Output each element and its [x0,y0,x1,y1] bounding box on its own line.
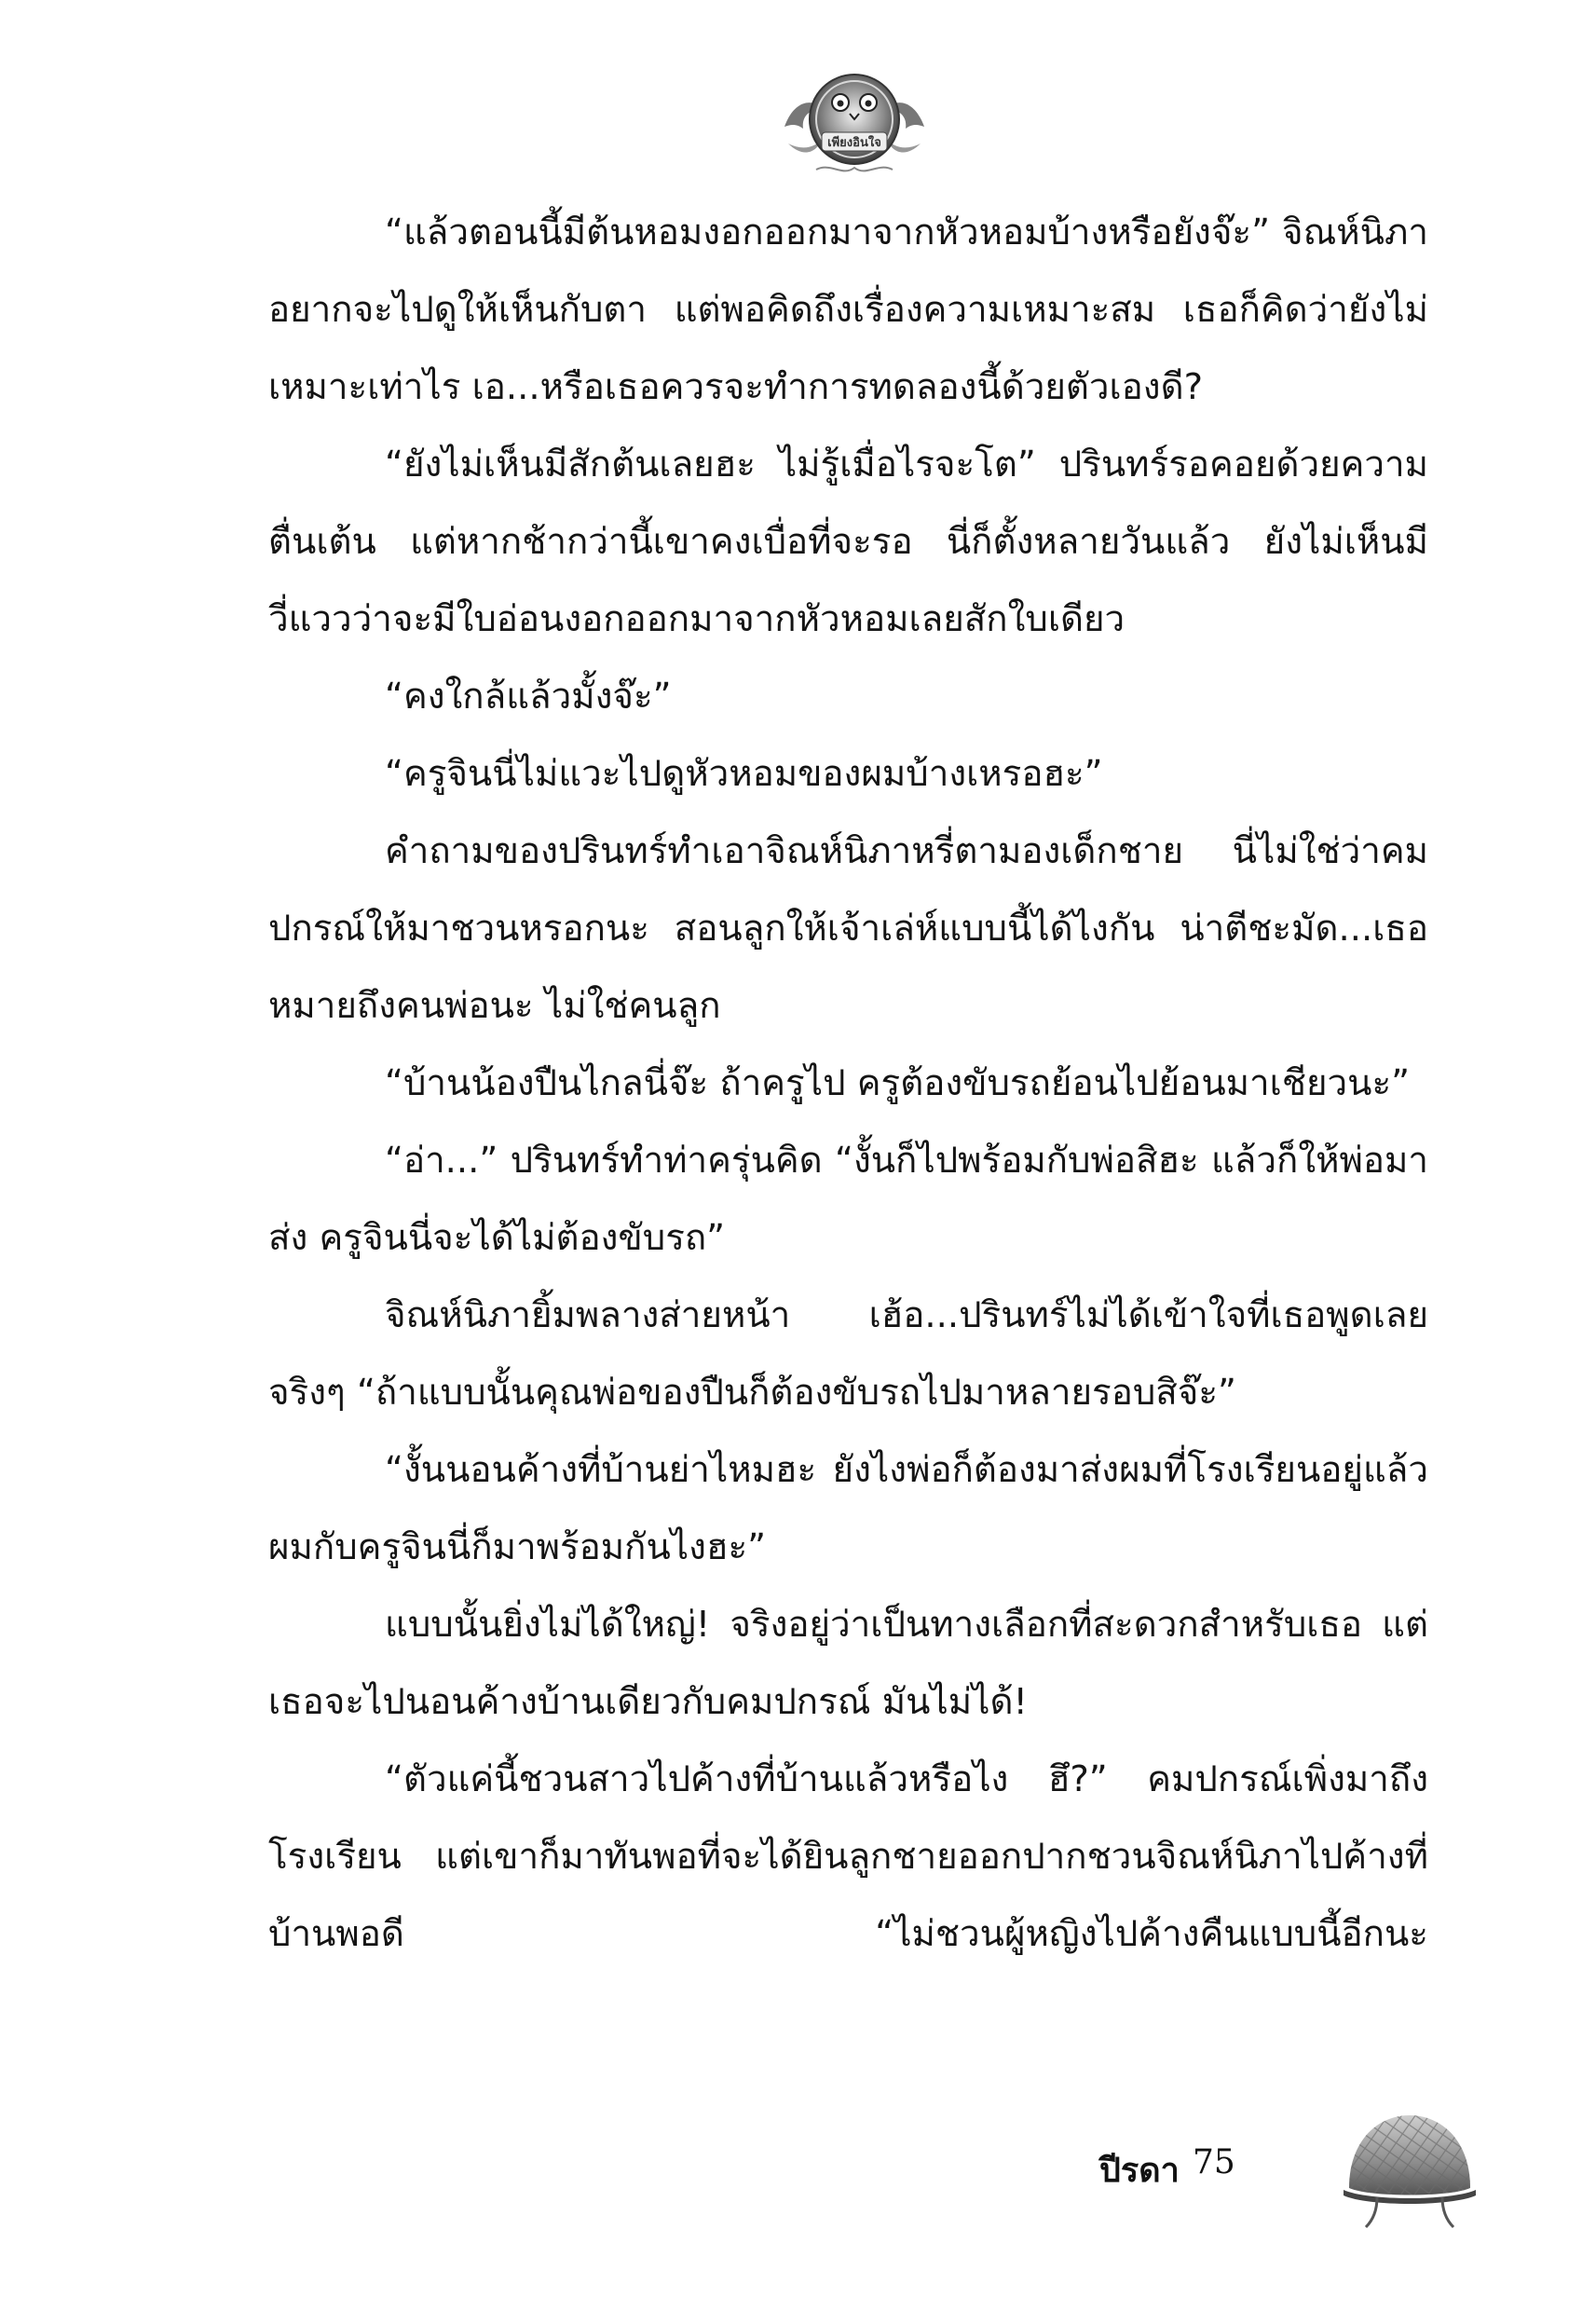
paragraph: “ครูจินนี่ไม่แวะไปดูหัวหอมของผมบ้างเหรอฮะ” [385,753,1103,795]
paragraph: “บ้านน้องปืนไกลนี่จ๊ะ ถ้าครูไป ครูต้องขับรถย้อนไปย้อนมาเชียวนะ” [385,1062,1411,1104]
footer-author-label: ปีรดา [1099,2152,1180,2190]
paragraph: “ตัวแค่นี้ชวนสาวไปค้างที่บ้านแล้วหรือไง ฮึ?” คมปกรณ์เพิ่งมาถึงโรงเรียน แต่เขาก็มาทันพอที่จะได้ยินลูกชายออกปากชวนจิณห์นิภาไปค้างที่บ้านพอดี “ไม่ชวนผู้หญิงไปค้างคืนแบบนี้อีกนะ [268,1758,1428,1955]
page-footer [1099,2097,1509,2246]
body-text [268,194,1428,1973]
paragraph: “แล้วตอนนี้มีต้นหอมงอกออกมาจากหัวหอมบ้างหรือยังจ๊ะ” จิณห์นิภาอยากจะไปดูให้เห็นกับตา แต่พอคิดถึงเรื่องความเหมาะสม เธอก็คิดว่ายังไม่เหมาะเท่าไร เอ...หรือเธอควรจะทำการทดลองนี้ด้วยตัวเองดี? [268,212,1428,408]
paragraph: “งั้นนอนค้างที่บ้านย่าไหมฮะ ยังไงพ่อก็ต้องมาส่งผมที่โรงเรียนอยู่แล้ว ผมกับครูจินนี่ก็มาพร้อมกันไงฮะ” [268,1449,1428,1568]
emblem-text: เพียงอินใจ [827,136,881,150]
decorative-crest-icon [775,54,934,185]
paragraph: “คงใกล้แล้วมั้งจ๊ะ” [385,676,672,718]
paragraph: คำถามของปรินทร์ทำเอาจิณห์นิภาหรี่ตามองเด็กชาย นี่ไม่ใช่ว่าคมปกรณ์ให้มาชวนหรอกนะ สอนลูกให้เจ้าเล่ห์แบบนี้ได้ไงกัน น่าตีชะมัด...เธอหมายถึงคนพ่อนะ ไม่ใช่คนลูก [268,830,1428,1027]
paragraph: แบบนั้นยิ่งไม่ได้ใหญ่! จริงอยู่ว่าเป็นทางเลือกที่สะดวกสำหรับเธอ แต่เธอจะไปนอนค้างบ้านเดียวกับคมปกรณ์ มันไม่ได้! [268,1604,1428,1723]
page-number: 75 [1193,2143,1235,2181]
paragraph: “ยังไม่เห็นมีสักต้นเลยฮะ ไม่รู้เมื่อไรจะโต” ปรินทร์รอคอยด้วยความตื่นเต้น แต่หากช้ากว่านี้เขาคงเบื่อที่จะรอ นี่ก็ตั้งหลายวันแล้ว ยังไม่เห็นมีวี่แววว่าจะมีใบอ่อนงอกออกมาจากหัวหอมเลยสักใบเดียว [268,444,1428,640]
paragraph: “อ่า...” ปรินทร์ทำท่าครุ่นคิด “งั้นก็ไปพร้อมกับพ่อสิฮะ แล้วก็ให้พ่อมาส่ง ครูจินนี่จะได้ไม่ต้องขับรถ” [268,1140,1428,1259]
paragraph: จิณห์นิภายิ้มพลางส่ายหน้า เฮ้อ...ปรินทร์ไม่ได้เข้าใจที่เธอพูดเลยจริงๆ “ถ้าแบบนั้นคุณพ่อของปืนก็ต้องขับรถไปมาหลายรอบสิจ๊ะ” [268,1294,1428,1414]
helmet-icon [1340,2097,1480,2236]
